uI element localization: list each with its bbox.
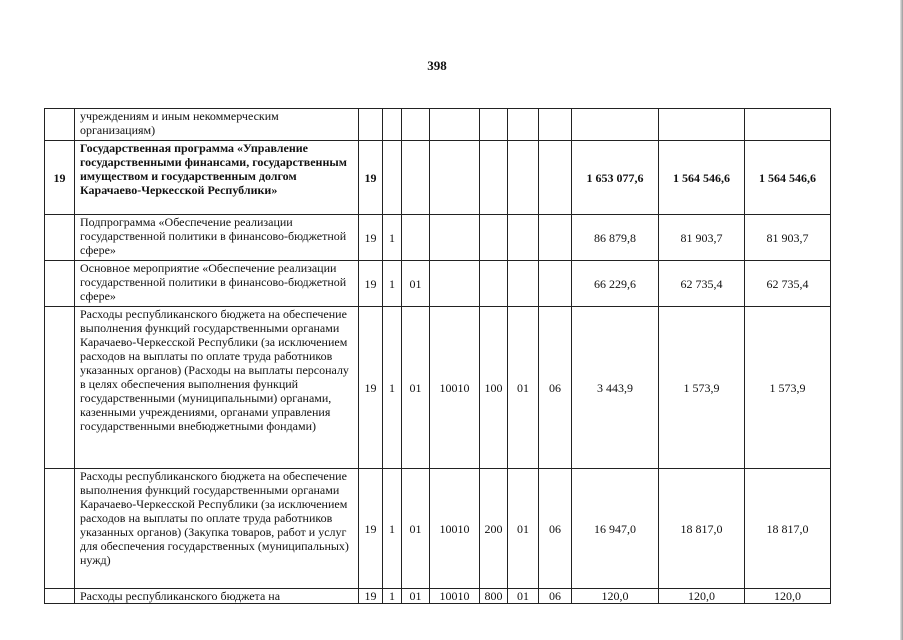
code-6: 01 — [508, 307, 539, 469]
table-row — [45, 589, 831, 604]
code-7: 06 — [539, 589, 572, 604]
code-3: 01 — [402, 307, 430, 469]
code-7 — [539, 109, 572, 141]
amount-year-2: 1 564 546,6 — [659, 141, 745, 215]
code-5 — [480, 109, 508, 141]
amount-year-3: 1 564 546,6 — [745, 141, 831, 215]
code-1: 19 — [359, 469, 383, 589]
code-3: 01 — [402, 261, 430, 307]
code-5 — [480, 141, 508, 215]
amount-year-1: 3 443,9 — [572, 307, 659, 469]
amount-year-2 — [659, 109, 745, 141]
code-6: 01 — [508, 469, 539, 589]
code-1: 19 — [359, 307, 383, 469]
item-name: Государственная программа «Управление государственными финансами, государственным имуществом и государственным долгом Карачаево-Черкесской Республики» — [75, 141, 359, 215]
code-7: 06 — [539, 307, 572, 469]
code-3 — [402, 215, 430, 261]
table-row — [45, 307, 831, 469]
code-7 — [539, 261, 572, 307]
item-name: Расходы республиканского бюджета на — [75, 589, 359, 604]
code-6 — [508, 141, 539, 215]
amount-year-2: 81 903,7 — [659, 215, 745, 261]
row-number: 19 — [45, 141, 75, 215]
code-4 — [430, 141, 480, 215]
amount-year-1: 16 947,0 — [572, 469, 659, 589]
code-3: 01 — [402, 469, 430, 589]
code-5 — [480, 261, 508, 307]
code-3 — [402, 109, 430, 141]
amount-year-1: 120,0 — [572, 589, 659, 604]
item-name: Основное мероприятие «Обеспечение реализации государственной политики в финансово-бюджетной сфере» — [75, 261, 359, 307]
item-name: Подпрограмма «Обеспечение реализации государственной политики в финансово-бюджетной сфере» — [75, 215, 359, 261]
code-2 — [383, 109, 402, 141]
code-7: 06 — [539, 469, 572, 589]
code-6 — [508, 109, 539, 141]
code-5: 200 — [480, 469, 508, 589]
code-5 — [480, 215, 508, 261]
amount-year-1 — [572, 109, 659, 141]
code-1 — [359, 109, 383, 141]
code-6 — [508, 261, 539, 307]
code-6 — [508, 215, 539, 261]
amount-year-3: 18 817,0 — [745, 469, 831, 589]
amount-year-1: 86 879,8 — [572, 215, 659, 261]
table-row — [45, 261, 831, 307]
code-1: 19 — [359, 589, 383, 604]
row-number — [45, 469, 75, 589]
item-name: учреждениям и иным некоммерческим организациям) — [75, 109, 359, 141]
amount-year-3: 62 735,4 — [745, 261, 831, 307]
amount-year-1: 66 229,6 — [572, 261, 659, 307]
item-name: Расходы республиканского бюджета на обеспечение выполнения функций государственными органами Карачаево-Черкесской Республики (за исключением расходов на выплаты по оплате труда работников указанных органов) (Расходы на выплаты персоналу в целях обеспечения выполнения функций государственными (муниципальными) органами, казенными учреждениями, органами управления государственными внебюджетными фондами) — [75, 307, 359, 469]
page-number: 398 — [427, 58, 447, 73]
row-number — [45, 589, 75, 604]
amount-year-2: 120,0 — [659, 589, 745, 604]
code-6: 01 — [508, 589, 539, 604]
code-7 — [539, 215, 572, 261]
code-2: 1 — [383, 469, 402, 589]
code-4 — [430, 109, 480, 141]
amount-year-3: 81 903,7 — [745, 215, 831, 261]
amount-year-3: 120,0 — [745, 589, 831, 604]
row-number — [45, 215, 75, 261]
table-row — [45, 141, 831, 215]
amount-year-3 — [745, 109, 831, 141]
code-2 — [383, 141, 402, 215]
code-2: 1 — [383, 307, 402, 469]
code-2: 1 — [383, 261, 402, 307]
table-row — [45, 109, 831, 141]
code-2: 1 — [383, 589, 402, 604]
code-3: 01 — [402, 589, 430, 604]
code-1: 19 — [359, 215, 383, 261]
code-4: 10010 — [430, 589, 480, 604]
amount-year-3: 1 573,9 — [745, 307, 831, 469]
code-4 — [430, 215, 480, 261]
code-7 — [539, 141, 572, 215]
code-5: 800 — [480, 589, 508, 604]
row-number — [45, 307, 75, 469]
code-1: 19 — [359, 141, 383, 215]
code-4: 10010 — [430, 469, 480, 589]
amount-year-2: 18 817,0 — [659, 469, 745, 589]
amount-year-2: 62 735,4 — [659, 261, 745, 307]
code-4: 10010 — [430, 307, 480, 469]
amount-year-1: 1 653 077,6 — [572, 141, 659, 215]
budget-table — [44, 108, 831, 604]
item-name: Расходы республиканского бюджета на обеспечение выполнения функций государственными органами Карачаево-Черкесской Республики (за исключением расходов на выплаты по оплате труда работников указанных органов) (Закупка товаров, работ и услуг для обеспечения государственных (муниципальных) нужд) — [75, 469, 359, 589]
amount-year-2: 1 573,9 — [659, 307, 745, 469]
code-3 — [402, 141, 430, 215]
table-row — [45, 469, 831, 589]
code-2: 1 — [383, 215, 402, 261]
row-number — [45, 109, 75, 141]
code-5: 100 — [480, 307, 508, 469]
code-1: 19 — [359, 261, 383, 307]
row-number — [45, 261, 75, 307]
table-row — [45, 215, 831, 261]
code-4 — [430, 261, 480, 307]
